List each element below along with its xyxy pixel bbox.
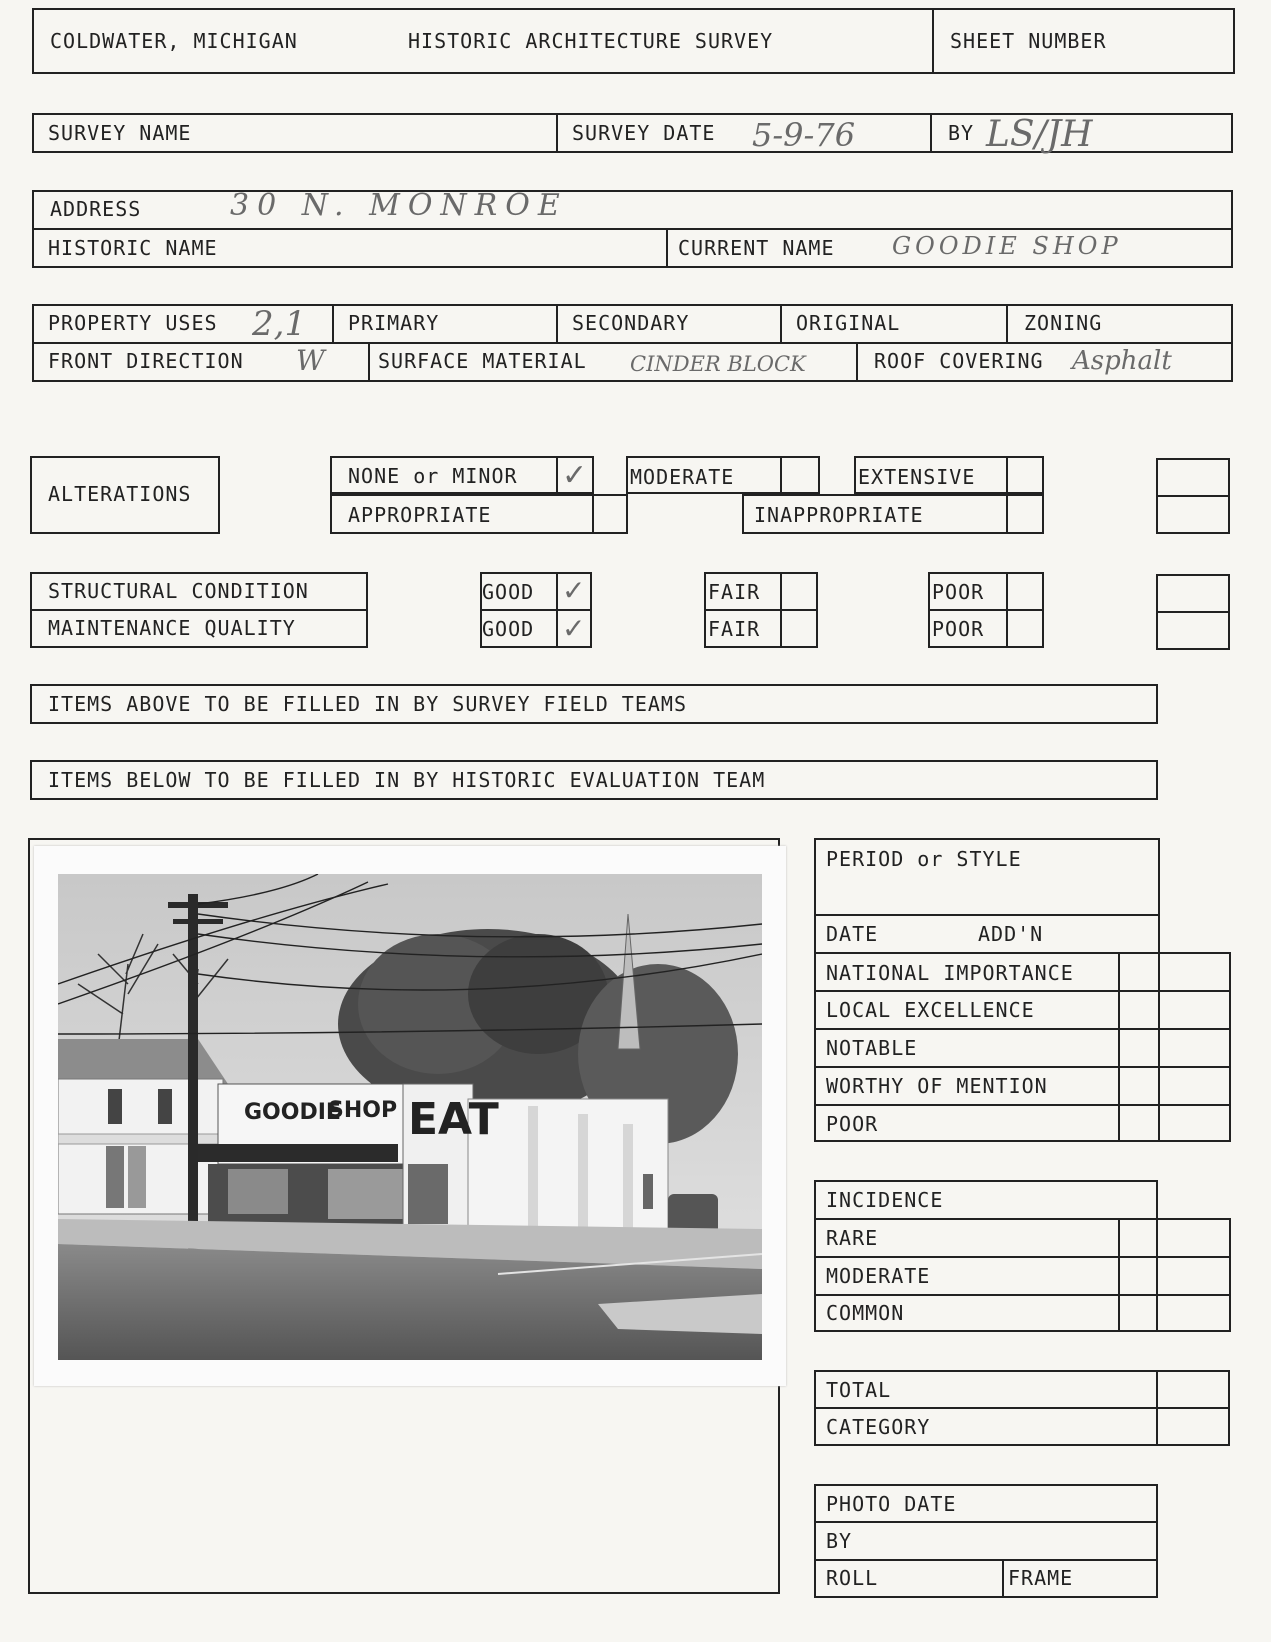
roof-covering-label: ROOF COVERING — [874, 349, 1044, 373]
good-check-divider — [556, 572, 558, 648]
property-uses-value: 2,1 — [252, 304, 307, 344]
structural-good-check: ✓ — [562, 574, 586, 607]
fair-check-divider — [780, 572, 782, 648]
photo-card — [34, 846, 786, 1386]
eval-addn: ADD'N — [978, 922, 1044, 946]
fair-row-divider — [704, 609, 818, 611]
inc-score-right — [1229, 1218, 1231, 1332]
survey-date-label: SURVEY DATE — [572, 121, 716, 145]
eval-local-excellence: LOCAL EXCELLENCE — [826, 998, 1035, 1022]
eval-div-5 — [814, 1066, 1230, 1068]
eval-period-style: PERIOD or STYLE — [826, 847, 1022, 871]
address-row-divider — [32, 228, 1233, 230]
alt-extensive-label: EXTENSIVE — [858, 465, 976, 489]
alt-none-minor-check-divider — [556, 456, 558, 494]
historic-name-label: HISTORIC NAME — [48, 236, 218, 260]
alt-none-minor-check: ✓ — [562, 458, 588, 493]
sign-shop: SHOP — [328, 1098, 398, 1123]
header-divider — [932, 8, 934, 74]
poor-label-maintenance: POOR — [932, 617, 985, 641]
eval-div-6 — [814, 1104, 1230, 1106]
photo-frame-label: FRAME — [1008, 1566, 1074, 1590]
surface-material-value: CINDER BLOCK — [630, 352, 806, 376]
alt-none-minor-label: NONE or MINOR — [348, 464, 518, 488]
good-label-structural: GOOD — [482, 580, 535, 604]
alt-moderate-label: MODERATE — [630, 465, 735, 489]
property-divider-2 — [556, 304, 558, 342]
good-label-maintenance: GOOD — [482, 617, 535, 641]
incidence-rare: RARE — [826, 1226, 879, 1250]
eval-poor: POOR — [826, 1112, 879, 1136]
property-uses-label: PROPERTY USES — [48, 311, 218, 335]
header-city: COLDWATER, MICHIGAN — [50, 29, 298, 53]
sheet-number-label: SHEET NUMBER — [950, 29, 1107, 53]
front-direction-label: FRONT DIRECTION — [48, 349, 244, 373]
original-label: ORIGINAL — [796, 311, 901, 335]
eval-worthy-of-mention: WORTHY OF MENTION — [826, 1074, 1048, 1098]
good-row-divider — [480, 609, 592, 611]
maintenance-quality-label: MAINTENANCE QUALITY — [48, 616, 296, 640]
eval-div-4 — [814, 1028, 1230, 1030]
alt-appropriate-label: APPROPRIATE — [348, 503, 492, 527]
address-value: 30 N. MONROE — [230, 188, 568, 223]
eval-score-divider — [1118, 952, 1120, 1142]
incidence-common: COMMON — [826, 1301, 905, 1325]
poor-check-divider — [1006, 572, 1008, 648]
alt-inappropriate-label: INAPPROPRIATE — [754, 503, 924, 527]
category-label: CATEGORY — [826, 1415, 931, 1439]
eval-date: DATE — [826, 922, 879, 946]
header-survey-title: HISTORIC ARCHITECTURE SURVEY — [408, 29, 774, 53]
photo-info-div-1 — [814, 1521, 1158, 1523]
roof-covering-value: Asphalt — [1072, 346, 1172, 376]
secondary-label: SECONDARY — [572, 311, 690, 335]
total-divider — [814, 1407, 1230, 1409]
eval-div-7 — [1118, 1140, 1230, 1142]
survey-date-value: 5-9-76 — [752, 116, 856, 154]
fair-label-maintenance: FAIR — [708, 617, 761, 641]
current-name-label: CURRENT NAME — [678, 236, 835, 260]
condition-score-divider — [1156, 611, 1230, 613]
incidence-label: INCIDENCE — [826, 1188, 944, 1212]
inc-div-2 — [814, 1256, 1230, 1258]
eval-notable: NOTABLE — [826, 1036, 918, 1060]
notes-above: ITEMS ABOVE TO BE FILLED IN BY SURVEY FIELD TEAMS — [48, 692, 688, 716]
property-divider-4 — [1006, 304, 1008, 342]
zoning-label: ZONING — [1024, 311, 1103, 335]
inc-div-3 — [814, 1294, 1230, 1296]
survey-name-label: SURVEY NAME — [48, 121, 192, 145]
maintenance-good-check: ✓ — [562, 612, 586, 645]
photo-info-frame-divider — [1002, 1559, 1004, 1598]
property-divider-3 — [780, 304, 782, 342]
sign-eat: EAT — [408, 1094, 499, 1145]
sign-goodie: GOODIE — [244, 1100, 341, 1125]
alt-inappropriate-check-divider — [1006, 494, 1008, 534]
alterations-label: ALTERATIONS — [48, 482, 192, 506]
incidence-moderate: MODERATE — [826, 1264, 931, 1288]
surface-material-label: SURFACE MATERIAL — [378, 349, 587, 373]
photo-date-label: PHOTO DATE — [826, 1492, 957, 1516]
inc-score-divider — [1118, 1218, 1120, 1332]
eval-div-1 — [814, 914, 1160, 916]
structural-condition-label: STRUCTURAL CONDITION — [48, 579, 309, 603]
alt-appropriate-check-divider — [592, 494, 594, 534]
total-score-divider — [1156, 1370, 1158, 1446]
alt-extensive-check-divider — [1006, 456, 1008, 494]
poor-label-structural: POOR — [932, 580, 985, 604]
inc-div-1 — [814, 1218, 1230, 1220]
property-row-divider — [32, 342, 1233, 344]
notes-below: ITEMS BELOW TO BE FILLED IN BY HISTORIC EVALUATION TEAM — [48, 768, 766, 792]
eval-national-importance: NATIONAL IMPORTANCE — [826, 961, 1074, 985]
by-label: BY — [948, 121, 975, 145]
poor-row-divider — [928, 609, 1044, 611]
front-direction-value: W — [296, 344, 325, 377]
building-photo — [58, 874, 762, 1360]
property-divider-1 — [332, 304, 334, 342]
property-divider-5 — [368, 342, 370, 382]
survey-row-divider-2 — [930, 113, 932, 153]
current-name-divider — [666, 228, 668, 268]
fair-label-structural: FAIR — [708, 580, 761, 604]
inc-div-4 — [1118, 1330, 1230, 1332]
total-label: TOTAL — [826, 1378, 892, 1402]
alt-moderate-check-divider — [780, 456, 782, 494]
photo-by-label: BY — [826, 1529, 853, 1553]
eval-div-2 — [814, 952, 1230, 954]
survey-row-divider-1 — [556, 113, 558, 153]
property-divider-6 — [856, 342, 858, 382]
current-name-value: GOODIE SHOP — [892, 232, 1122, 260]
primary-label: PRIMARY — [348, 311, 440, 335]
photo-roll-label: ROLL — [826, 1566, 879, 1590]
address-label: ADDRESS — [50, 197, 142, 221]
photo-info-div-2 — [814, 1559, 1158, 1561]
eval-score-right — [1229, 952, 1231, 1142]
alt-score-divider — [1156, 495, 1230, 497]
by-value: LS/JH — [986, 114, 1093, 155]
condition-label-divider — [30, 609, 368, 611]
eval-div-3 — [814, 990, 1230, 992]
